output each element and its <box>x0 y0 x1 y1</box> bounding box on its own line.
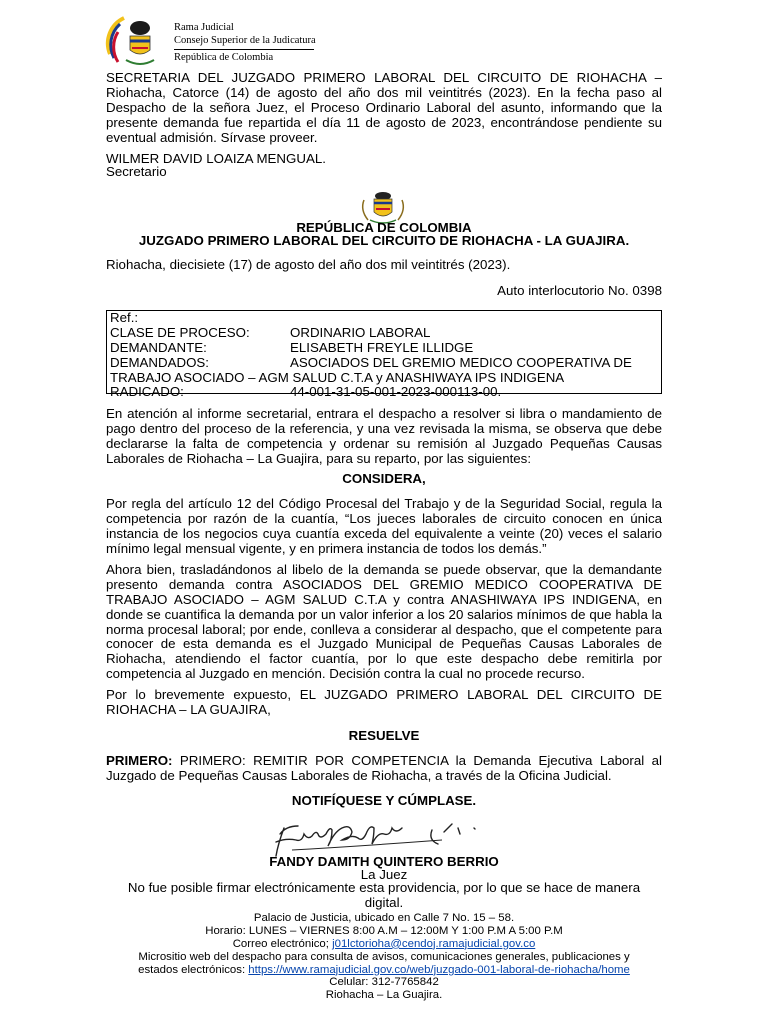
judge-name: FANDY DAMITH QUINTERO BERRIO <box>269 854 499 869</box>
demandante-label: DEMANDANTE: <box>110 339 207 355</box>
considera-paragraph-3: Por lo brevemente expuesto, EL JUZGADO PRIMERO LABORAL DEL CIRCUITO DE RIOHACHA – LA GUAJIRA, <box>106 687 662 717</box>
footer <box>100 912 668 1002</box>
resuelve-heading: RESUELVE <box>348 728 420 743</box>
primero-label: PRIMERO: <box>106 753 173 768</box>
national-coat-of-arms-icon <box>358 190 408 224</box>
secretary-name: WILMER DAVID LOAIZA MENGUAL. <box>106 151 326 166</box>
intro-paragraph: En atención al informe secretarial, entrara el despacho a resolver si libra o mandamiento de pago dentro del proceso de la referencia, y una vez revisada la misma, se observa que debe declararse la falta de competencia y ordenar su remisión al Juzgado Pequeñas Causas Laborales de Riohacha – La Guajira, para su reparto, por las siguientes: <box>106 406 662 466</box>
secretary-role: Secretario <box>106 164 167 179</box>
considera-heading: CONSIDERA, <box>342 471 426 486</box>
letterhead-rule <box>174 49 314 50</box>
reference-title: Ref.: <box>110 310 139 325</box>
demandados-continuation: TRABAJO ASOCIADO – AGM SALUD C.T.A y ANASHIWAYA IPS INDIGENA <box>110 369 565 385</box>
letterhead-line-3: República de Colombia <box>174 51 274 63</box>
considera-paragraph-1: Por regla del artículo 12 del Código Procesal del Trabajo y de la Seguridad Social, regula la competencia por razón de la cuantía, “Los jueces laborales de circuito conocen en única instancia de los negocios cuya cuantía exceda del equivalente a veinte (20) veces el salario mínimo legal mensual vigente, y en primera instancia de todos los demás.” <box>106 496 662 556</box>
footer-microsite-line: Micrositio web del despacho para consulta de avisos, comunicaciones generales, publicaciones y <box>138 950 630 963</box>
clase-value: ORDINARIO LABORAL <box>290 324 431 340</box>
letterhead-line-2: Consejo Superior de la Judicatura <box>174 34 316 46</box>
footer-phone: Celular: 312-7765842 <box>329 976 439 989</box>
primero-text: PRIMERO: REMITIR POR COMPETENCIA la Demanda Ejecutiva Laboral al Juzgado de Pequeñas Causas Laborales de Riohacha, a través de la Oficina Judicial. <box>106 753 662 783</box>
judge-role: La Juez <box>360 867 408 882</box>
footer-url-link[interactable]: https://www.ramajudicial.gov.co/web/juzgado-001-laboral-de-riohacha/home <box>248 963 630 976</box>
radicado-label: RADICADO: <box>110 384 184 400</box>
footer-email-line <box>100 938 668 951</box>
letterhead <box>104 10 344 70</box>
demandados-value: ASOCIADOS DEL GREMIO MEDICO COOPERATIVA DE <box>290 354 632 370</box>
footer-email-link[interactable]: j01lctorioha@cendoj.ramajudicial.gov.co <box>332 937 536 950</box>
notifiquese-heading: NOTIFÍQUESE Y CÚMPLASE. <box>291 793 477 808</box>
rama-judicial-seal-icon <box>104 10 170 70</box>
digital-signature-note: No fue posible firmar electrónicamente esta providencia, por lo que se hace de manera digital. <box>127 880 641 910</box>
radicado-value: 44-001-31-05-001-2023-000113-00. <box>290 384 502 400</box>
date-line: Riohacha, diecisiete (17) de agosto del año dos mil veintitrés (2023). <box>106 257 511 272</box>
footer-email-label: Correo electrónico; <box>232 937 333 950</box>
reference-box <box>106 310 662 400</box>
letterhead-text <box>174 22 316 64</box>
auto-number: Auto interlocutorio No. 0398 <box>497 283 662 298</box>
footer-city: Riohacha – La Guajira. <box>325 989 443 1002</box>
court-heading: JUZGADO PRIMERO LABORAL DEL CIRCUITO DE RIOHACHA - LA GUAJIRA. <box>138 233 630 248</box>
footer-estados-label: estados electrónicos: <box>138 963 249 976</box>
reference-row-radicado <box>110 385 658 400</box>
footer-estados-line <box>100 964 668 977</box>
footer-address: Palacio de Justicia, ubicado en Calle 7 No. 15 – 58. <box>253 912 515 924</box>
demandante-value: ELISABETH FREYLE ILLIDGE <box>290 339 474 355</box>
clase-label: CLASE DE PROCESO: <box>110 324 250 340</box>
footer-hours: Horario: LUNES – VIERNES 8:00 A.M – 12:00M Y 1:00 P.M A 5:00 P.M <box>205 924 563 937</box>
reference-row-clase <box>110 326 658 341</box>
demandados-label: DEMANDADOS: <box>110 354 209 370</box>
reference-row-demandados <box>110 356 658 371</box>
primero-paragraph <box>106 754 662 784</box>
reference-row-demandante <box>110 341 658 356</box>
letterhead-line-1: Rama Judicial <box>174 22 234 33</box>
country-heading: REPÚBLICA DE COLOMBIA <box>296 220 472 235</box>
secretarial-report: SECRETARIA DEL JUZGADO PRIMERO LABORAL DEL CIRCUITO DE RIOHACHA – Riohacha, Catorce (14) de agosto del año dos mil veintitrés (2023). En la fecha paso al Despacho de la señora Juez, el Proceso Ordinario Laboral del asunto, informando que la presente demanda fue repartida el día 11 de agosto de 2023, encontrándose pendiente su eventual admisión. Sírvase proveer. <box>106 70 662 145</box>
considera-paragraph-2: Ahora bien, trasladándonos al libelo de la demanda se puede observar, que la demandante presento demanda contra ASOCIADOS DEL GREMIO MEDICO COOPERATIVA DE TRABAJO ASOCIADO – AGM SALUD C.T.A y contra ANASHIWAYA IPS INDIGENA, en donde se cuantifica la demanda por un valor inferior a los 20 salarios mínimos de que habla la norma procesal laboral; por ende, conlleva a considerar al despacho, que el competente para conocer de esta demanda es el Juzgado Municipal de Pequeñas Causas Laborales de Riohacha, atendiendo el factor cuantía, por lo que este despacho debe remitirla por competencia al Juzgado en mención. Decisión contra la cual no procede recurso. <box>106 562 662 682</box>
